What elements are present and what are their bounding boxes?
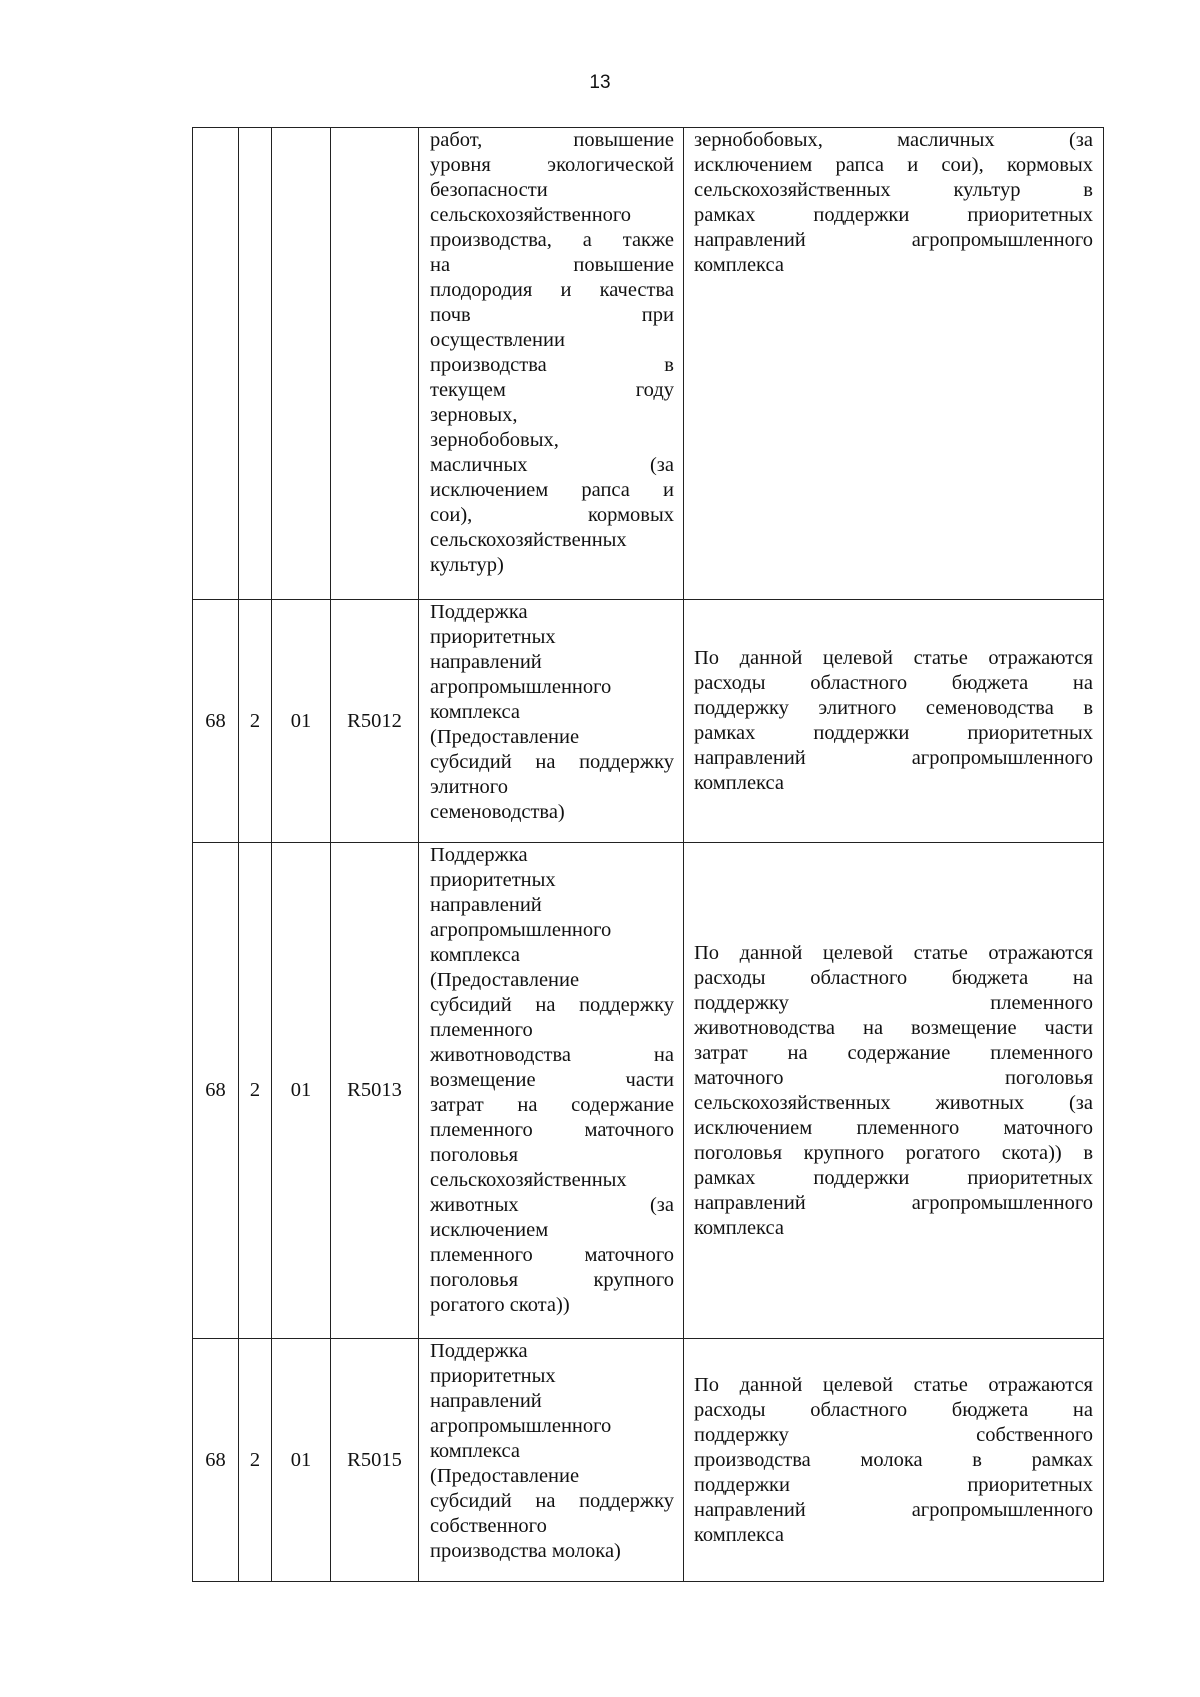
article-name-cell	[419, 843, 684, 1339]
chapter-code-cell: 68	[193, 843, 239, 1339]
article-description-line: расходы областного бюджета на	[694, 1398, 1093, 1421]
subsection-code-cell: 01	[272, 1339, 331, 1582]
article-name-line: комплекса	[430, 1440, 520, 1462]
article-description-line: маточного поголовья	[694, 1066, 1093, 1089]
section-code-cell: 2	[239, 1339, 272, 1582]
article-name-line: направлений	[430, 651, 542, 673]
article-name-line: животных (за	[430, 1194, 674, 1216]
article-name-line: текущем году	[430, 379, 674, 401]
article-name-line: затрат на содержание	[430, 1094, 674, 1116]
article-name-line: (Предоставление	[430, 1465, 580, 1487]
article-name-line: сельскохозяйственных	[430, 1169, 627, 1191]
article-description-line: направлений агропромышленного	[694, 747, 1093, 769]
article-name-line: сельскохозяйственных	[430, 529, 627, 551]
section-code-cell: 2	[239, 600, 272, 843]
article-name-line: приоритетных	[430, 626, 556, 648]
target-article-code-cell: R5013	[331, 843, 419, 1339]
article-name-line: субсидий на поддержку	[430, 751, 674, 773]
article-description-line: поголовья крупного рогатого скота)) в	[694, 1141, 1093, 1164]
article-name-line: племенного маточного	[430, 1119, 674, 1141]
subsection-code-cell: 01	[272, 600, 331, 843]
article-name-line: сельскохозяйственного	[430, 204, 632, 226]
article-name-line: племенного маточного	[430, 1244, 674, 1266]
article-description-line: рамках поддержки приоритетных	[694, 722, 1093, 744]
article-name-line: поголовья	[430, 1144, 519, 1166]
article-name-line: работ, повышение	[430, 129, 674, 151]
article-description-line: комплекса	[694, 772, 784, 794]
article-name-line: животноводства на	[430, 1044, 674, 1066]
table-row	[193, 600, 1104, 843]
article-name-line: зерновых,	[430, 404, 518, 426]
article-name-cell	[419, 600, 684, 843]
article-name-line: элитного	[430, 776, 508, 798]
table-row	[193, 843, 1104, 1339]
article-description-line: зернобобовых, масличных (за	[694, 129, 1093, 151]
article-description-line: поддержку элитного семеноводства в	[694, 697, 1093, 719]
article-description-line: По данной целевой статье отражаются	[694, 941, 1093, 964]
article-description-line: По данной целевой статье отражаются	[694, 1373, 1093, 1396]
article-description-line: По данной целевой статье отражаются	[694, 647, 1093, 669]
article-description-line: направлений агропромышленного	[694, 229, 1093, 251]
article-description-cell	[684, 1339, 1104, 1582]
chapter-code-cell	[193, 128, 239, 600]
table-row	[193, 1339, 1104, 1582]
subsection-code-cell: 01	[272, 843, 331, 1339]
article-description-line: направлений агропромышленного	[694, 1498, 1093, 1521]
article-description-line: затрат на содержание племенного	[694, 1041, 1093, 1064]
article-description-line: поддержку собственного	[694, 1423, 1093, 1446]
article-name-line: комплекса	[430, 701, 520, 723]
article-description-line: рамках поддержки приоритетных	[694, 204, 1093, 226]
page-number: 13	[589, 72, 611, 93]
article-description-line: расходы областного бюджета на	[694, 966, 1093, 989]
article-name-line: осуществлении	[430, 329, 565, 351]
article-name-line: сои), кормовых	[430, 504, 674, 526]
article-name-line: культур)	[430, 554, 504, 576]
article-name-line: субсидий на поддержку	[430, 1490, 674, 1512]
table-body	[193, 128, 1104, 1582]
article-name-line: приоритетных	[430, 1365, 556, 1387]
article-name-cell	[419, 1339, 684, 1582]
article-description-line: сельскохозяйственных культур в	[694, 179, 1093, 201]
article-name-line: плодородия и качества	[430, 279, 674, 301]
article-name-line: безопасности	[430, 179, 548, 201]
article-name-line: поголовья крупного	[430, 1269, 674, 1291]
article-name-line: почв при	[430, 304, 674, 326]
article-description-line: поддержку племенного	[694, 991, 1093, 1014]
target-article-code-cell: R5012	[331, 600, 419, 843]
article-name-line: производства, а также	[430, 229, 674, 251]
article-name-line: агропромышленного	[430, 1415, 612, 1437]
budget-classification-table	[192, 127, 1104, 1582]
article-name-line: агропромышленного	[430, 676, 612, 698]
article-description-line: рамках поддержки приоритетных	[694, 1166, 1093, 1189]
article-name-line: производства в	[430, 354, 674, 376]
article-description-line: комплекса	[694, 254, 784, 276]
article-name-line: рогатого скота))	[430, 1294, 570, 1316]
article-name-line: Поддержка	[430, 1340, 528, 1362]
chapter-code-cell: 68	[193, 600, 239, 843]
article-name-line: комплекса	[430, 944, 520, 966]
target-article-code-cell: R5015	[331, 1339, 419, 1582]
article-name-line: Поддержка	[430, 601, 528, 623]
article-name-line: производства молока)	[430, 1540, 621, 1562]
article-name-line: направлений	[430, 1390, 542, 1412]
article-name-line: направлений	[430, 894, 542, 916]
table-row	[193, 128, 1104, 600]
article-name-line: семеноводства)	[430, 801, 565, 823]
article-name-line: зернобобовых,	[430, 429, 559, 451]
article-description-line: поддержки приоритетных	[694, 1473, 1093, 1496]
article-description-cell	[684, 600, 1104, 843]
target-article-code-cell	[331, 128, 419, 600]
article-description-line: исключением племенного маточного	[694, 1116, 1093, 1139]
article-name-line: приоритетных	[430, 869, 556, 891]
article-description-line: комплекса	[694, 1523, 784, 1546]
article-name-line: собственного	[430, 1515, 547, 1537]
article-description-cell	[684, 843, 1104, 1339]
article-name-line: племенного	[430, 1019, 533, 1041]
article-name-line: (Предоставление	[430, 726, 580, 748]
article-name-line: возмещение части	[430, 1069, 674, 1091]
article-name-line: агропромышленного	[430, 919, 612, 941]
section-code-cell	[239, 128, 272, 600]
chapter-code-cell: 68	[193, 1339, 239, 1582]
article-name-line: (Предоставление	[430, 969, 580, 991]
article-description-line: исключением рапса и сои), кормовых	[694, 154, 1093, 176]
article-name-cell	[419, 128, 684, 600]
section-code-cell: 2	[239, 843, 272, 1339]
article-name-line: исключением рапса и	[430, 479, 674, 501]
article-name-line: субсидий на поддержку	[430, 994, 674, 1016]
article-description-line: производства молока в рамках	[694, 1448, 1093, 1471]
article-description-line: комплекса	[694, 1216, 784, 1239]
article-name-line: исключением	[430, 1219, 549, 1241]
subsection-code-cell	[272, 128, 331, 600]
article-name-line: Поддержка	[430, 844, 528, 866]
article-description-line: расходы областного бюджета на	[694, 672, 1093, 694]
article-description-line: направлений агропромышленного	[694, 1191, 1093, 1214]
article-name-line: уровня экологической	[430, 154, 674, 176]
article-name-line: масличных (за	[430, 454, 674, 476]
article-description-line: животноводства на возмещение части	[694, 1016, 1093, 1039]
article-description-line: сельскохозяйственных животных (за	[694, 1091, 1093, 1114]
article-description-cell	[684, 128, 1104, 600]
article-name-line: на повышение	[430, 254, 674, 276]
